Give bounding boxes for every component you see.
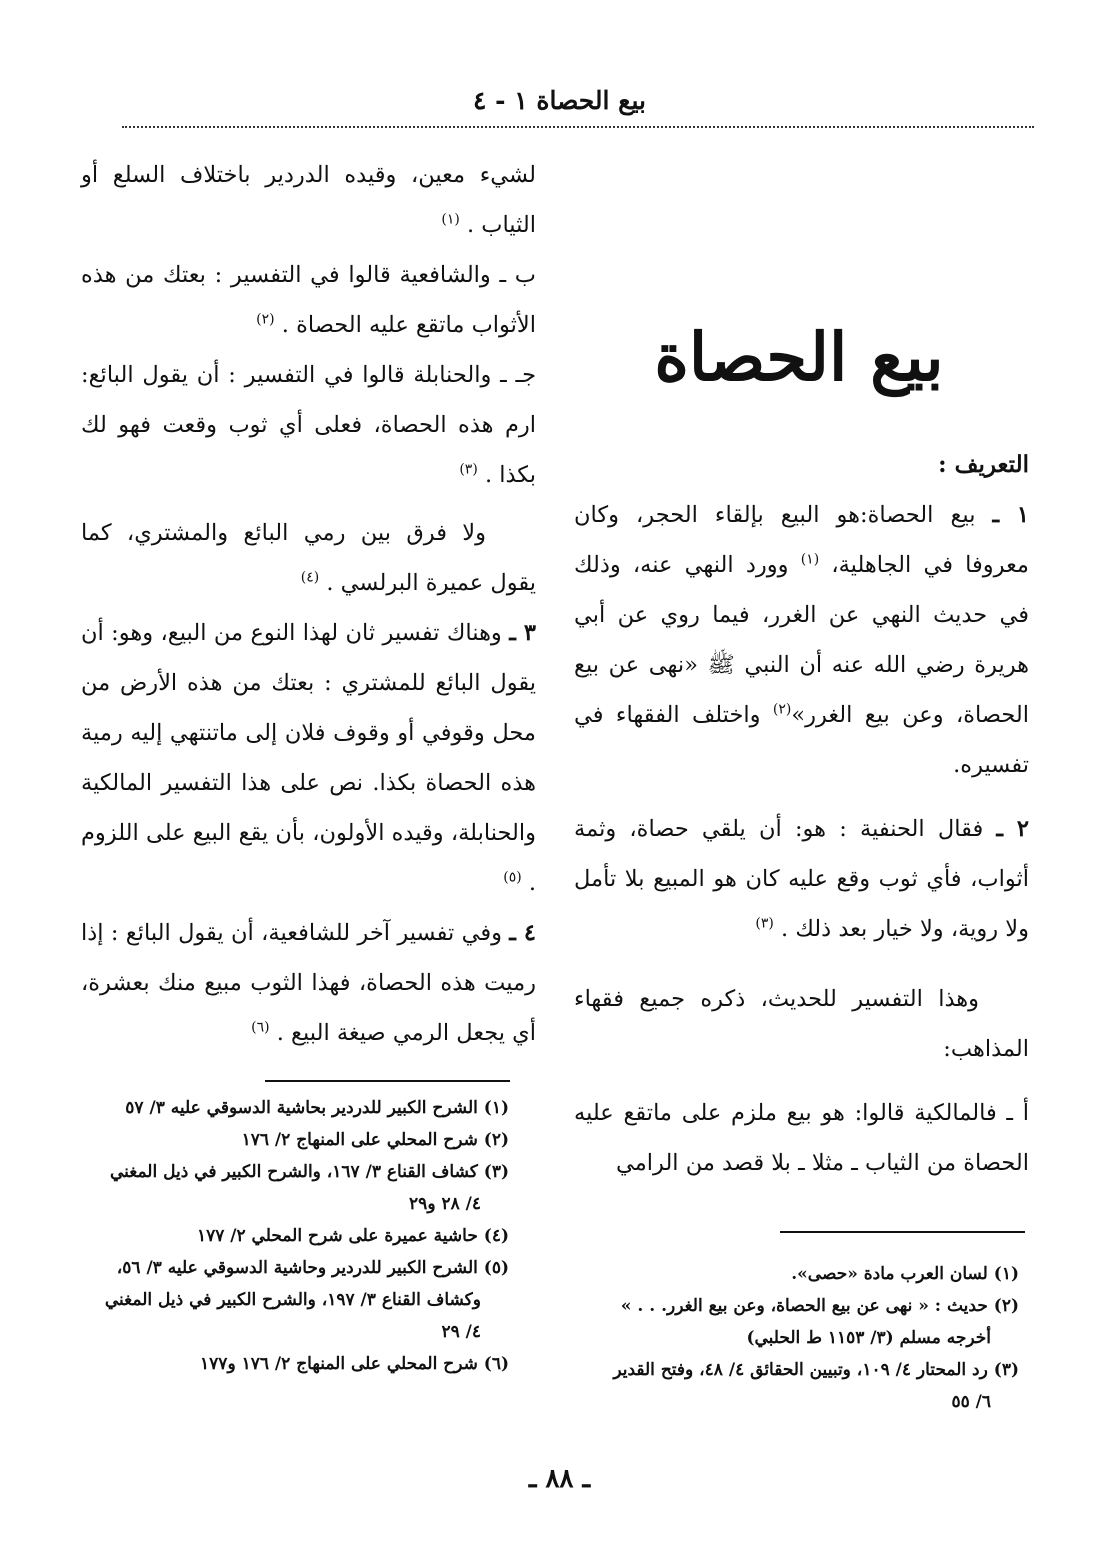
left-para-hanbali: جـ ـ والحنابلة قالوا في التفسير : أن يقول البائع: ارم هذه الحصاة، فعلى أي ثوب وقعت فهو لك بكذا . $^{(٣)}$ [81,362,536,488]
footnote-ref[interactable]: (٢) [256,311,275,328]
running-head: بيع الحصاة ١ - ٤ [473,86,646,115]
footnote-item: أخرجه مسلم (٣/ ١١٥٣ ط الحلبي) [746,1328,991,1348]
header-dotted-rule [122,126,1034,128]
right-para-3: وهذا التفسير للحديث، ذكره جميع فقهاء المذاهب: [574,986,1029,1062]
footnotes-left [69,1092,509,1380]
left-column [81,150,536,1058]
footnote-item: (٦) شرح المحلي على المنهاج ٢/ ١٧٦ و١٧٧ [200,1354,509,1374]
footnote-rule-left [265,1080,510,1082]
definition-heading: التعريف : [938,451,1029,478]
footnote-item: (١) لسان العرب مادة «حصى». [791,1264,1019,1284]
footnote-ref[interactable]: (٢) [772,701,792,718]
footnote-item: (٤) حاشية عميرة على شرح المحلي ٢/ ١٧٧ [196,1226,509,1246]
footnote-item: (١) الشرح الكبير للدردير بحاشية الدسوقي عليه ٣/ ٥٧ [125,1098,509,1118]
footnote-ref[interactable]: (١) [441,211,460,228]
footnote-ref[interactable]: (١) [800,551,820,568]
article-title: بيع الحصاة [654,318,944,396]
footnote-item: ٦/ ٥٥ [951,1392,991,1412]
left-para-no-difference: ولا فرق بين رمي البائع والمشتري، كما يقول عميرة البرلسي . $^{(٤)}$ [81,520,536,596]
footnote-item: (٢) شرح المحلي على المنهاج ٢/ ١٧٦ [241,1130,509,1150]
right-para-1: ١ ـ بيع الحصاة:هو البيع بإلقاء الحجر، وكان معروفا في الجاهلية، $^{(١)}$ وورد النهي عنه، وذلك في حديث النهي عن الغرر، فيما روي عن أبي هريرة رضي الله عنه أن النبي ﷺ «نهى عن بيع الحصاة، وعن بيع الغرر»$^{(٢)}$ واختلف الفقهاء في تفسيره. [574,502,1029,778]
left-para-shafii: ب ـ والشافعية قالوا في التفسير : بعتك من هذه الأثواب ماتقع عليه الحصاة . $^{(٢)}$ [81,262,536,338]
footnote-item: ٤/ ٢٩ [441,1322,481,1342]
footnote-item: (٥) الشرح الكبير للدردير وحاشية الدسوقي عليه ٣/ ٥٦، [116,1258,509,1278]
left-para-4: ٤ ـ وفي تفسير آخر للشافعية، أن يقول البائع : إذا رميت هذه الحصاة، فهذا الثوب مبيع منك بعشرة، أي يجعل الرمي صيغة البيع . $^{(٦)}$ [81,920,536,1046]
footnote-item: ٤/ ٢٨ و٢٩ [409,1194,481,1214]
footnote-item: (٣) كشاف القناع ٣/ ١٦٧، والشرح الكبير في ذيل المغني [109,1162,509,1182]
right-column [574,440,1029,1188]
footnote-ref[interactable]: (٥) [503,869,522,886]
right-para-maliki: أ ـ فالمالكية قالوا: هو بيع ملزم على ماتقع عليه الحصاة من الثياب ـ مثلا ـ بلا قصد من الرامي [574,1100,1029,1176]
footnote-rule-right [780,1231,1025,1233]
footnotes-right [559,1258,1019,1418]
footnote-item: (٢) حديث : « نهى عن بيع الحصاة، وعن بيع الغرر. . . » [620,1296,1019,1316]
left-para-3: ٣ ـ وهناك تفسير ثان لهذا النوع من البيع، وهو: أن يقول البائع للمشتري : بعتك من هذه الأرض من محل وقوفي أو وقوف فلان إلى ماتنتهي إليه رمية هذه الحصاة بكذا. نص على هذا التفسير المالكية والحنابلة، وقيده الأولون، بأن يقع البيع على اللزوم . $^{(٥)}$ [81,620,536,896]
footnote-ref[interactable]: (٦) [251,1019,270,1036]
left-para-1: لشيء معين، وقيده الدردير باختلاف السلع أو الثياب . $^{(١)}$ [81,162,536,238]
footnote-item: وكشاف القناع ٣/ ١٩٧، والشرح الكبير في ذيل المغني [104,1290,481,1310]
footnote-ref[interactable]: (٤) [300,569,320,586]
footnote-ref[interactable]: (٣) [459,461,478,478]
footnote-item: (٣) رد المحتار ٤/ ١٠٩، وتبيين الحقائق ٤/ ٤٨، وفتح القدير [613,1360,1019,1380]
right-para-2: ٢ ـ فقال الحنفية : هو: أن يلقي حصاة، وثمة أثواب، فأي ثوب وقع عليه كان هو المبيع بلا تأمل ولا روية، ولا خيار بعد ذلك . $^{(٣)}$ [574,816,1029,942]
page-number: ـ ٨٨ ـ [528,1464,591,1494]
footnote-ref[interactable]: (٣) [755,915,774,932]
